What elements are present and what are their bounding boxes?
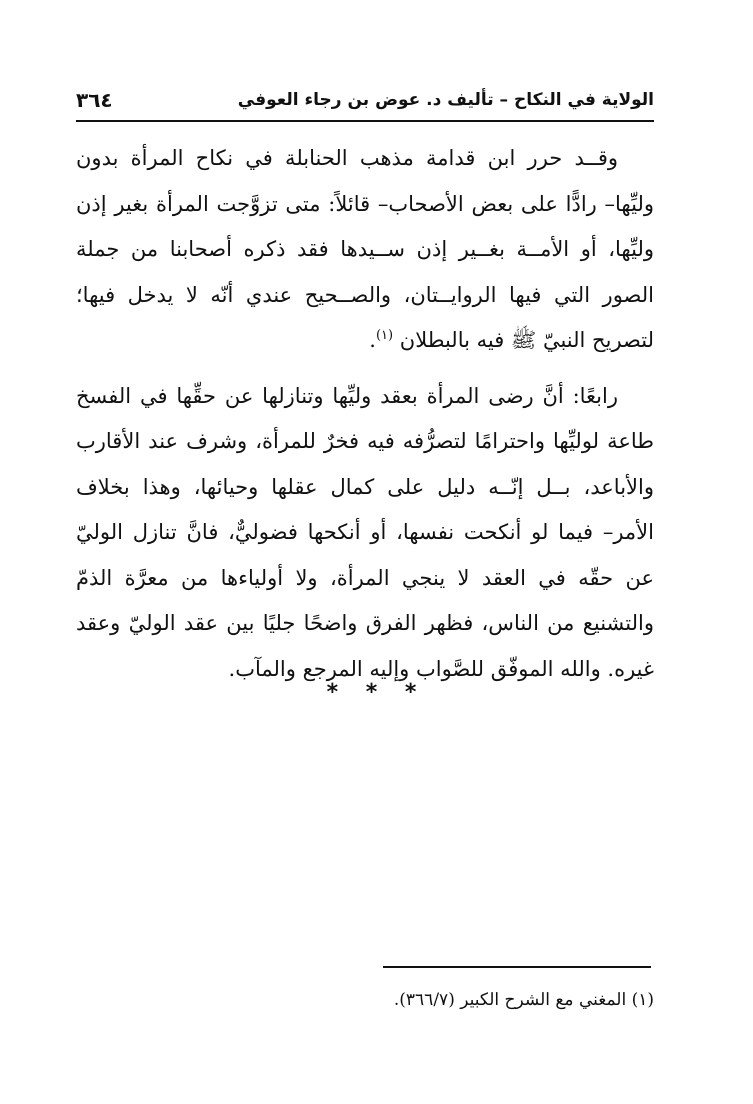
main-text [76, 136, 654, 692]
paragraph-1-text: وقــد حرر ابن قدامة مذهب الحنابلة في نكاح المرأة بدون وليِّها– رادًّا على بعض الأصحاب– قائلاً: متى تزوَّجت المرأة بغير إذن وليِّها، أو الأمــة بغــير إذن ســيدها فقد ذكره أصحابنا من جملة الصور التي فيها الروايــتان، والصــحيح عندي أنّه لا يدخل فيها؛ لتصريح النبيّ ﷺ فيه بالبطلان [76, 146, 654, 352]
running-title: الولاية في النكاح – تأليف د. عوض بن رجاء العوفي [237, 90, 654, 110]
footnote-reference: (١) [375, 328, 394, 343]
paragraph-1 [76, 136, 654, 364]
footnote-text: (١) المغني مع الشرح الكبير (٣٦٦/٧). [393, 990, 654, 1010]
footnote-divider [383, 966, 651, 968]
section-separator: * * * [326, 680, 427, 705]
running-header [76, 86, 654, 122]
paragraph-1-end: . [369, 328, 376, 352]
page-number: ٣٦٤ [76, 88, 113, 112]
paragraph-2: رابعًا: أنَّ رضى المرأة بعقد وليِّها وتنازلها عن حقِّها في الفسخ طاعة لوليِّها واحترامًا لتصرُّفه فيه فخرٌ للمرأة، وشرف عند الأقارب والأباعد، بــل إنّــه دليل على كمال عقلها وحيائها، وهذا بخلاف الأمر– فيما لو أنكحت نفسها، أو أنكحها فضوليٌّ، فانَّ تنازل الوليّ عن حقّه في العقد لا ينجي المرأة، ولا أولياءها من معرَّة الذمّ والتشنيع من الناس، فظهر الفرق واضحًا جليًا بين عقد الوليّ وعقد غيره. والله الموفّق للصَّواب وإليه المرجع والمآب. [76, 383, 654, 681]
